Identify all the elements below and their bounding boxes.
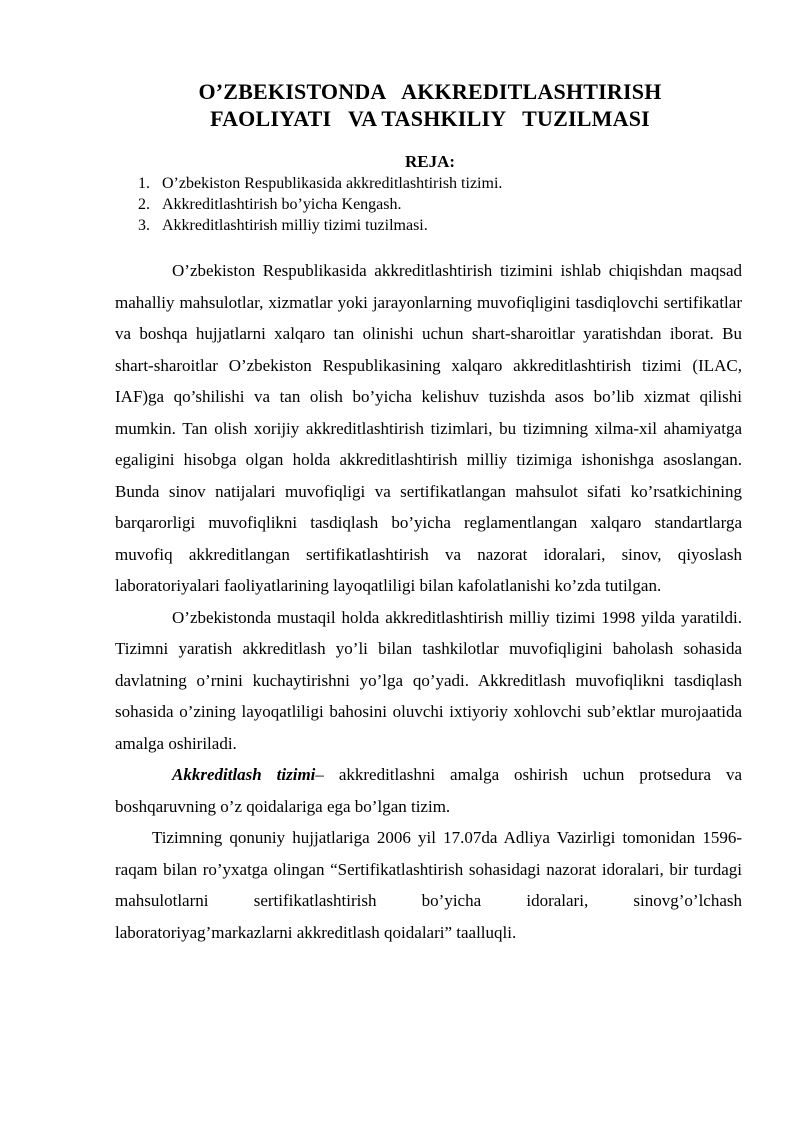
- paragraph-3: [115, 759, 742, 822]
- paragraph-4: Tizimning qonuniy hujjatlariga 2006 yil 17.07da Adliya Vazirligi tomonidan 1596-raqam bilan ro’yxatga olingan “Sertifikatlashtirish sohasidagi nazorat idoralari, bir turdagi mahsulotlarni sertifikatlashtirish bo’yicha idoralari, sinovg’o’lchash laboratoriyag’markazlarni akkreditlash qoidalari” taalluqli.: [115, 828, 742, 942]
- term-definition-heading: Akkreditlash tizimi: [172, 765, 316, 784]
- plan-list: [138, 173, 502, 236]
- plan-item-text: O’zbekiston Respublikasida akkreditlashtirish tizimi.: [162, 175, 503, 192]
- document-title: [110, 78, 750, 132]
- paragraph-2: O’zbekistonda mustaqil holda akkreditlashtirish milliy tizimi 1998 yilda yaratildi. Tizimni yaratish akkreditlash yo’li bilan tashkilotlar muvofiqligini baholash sohasida davlatning o’rnini kuchaytirishni yo’lga qo’yadi. Akkreditlash muvofiqlikni tasdiqlash sohasida o’zining layoqatliligi bahosini oluvchi ixtiyoriy xohlovchi sub’ektlar murojaatida amalga oshiriladi.: [115, 607, 742, 753]
- plan-item-text: Akkreditlashtirish milliy tizimi tuzilmasi.: [162, 217, 428, 234]
- title-line-1: O’ZBEKISTONDA AKKREDITLASHTIRISH: [198, 79, 662, 104]
- term-definition-text: – akkreditlashni amalga oshirish uchun protsedura va boshqaruvning o’z qoidalariga ega bo’lgan tizim.: [115, 765, 742, 816]
- plan-item-number: 1.: [138, 175, 150, 192]
- plan-item-number: 2.: [138, 196, 150, 213]
- plan-item-text: Akkreditlashtirish bo’yicha Kengash.: [162, 196, 402, 213]
- paragraph-1: O’zbekiston Respublikasida akkreditlashtirish tizimini ishlab chiqishdan maqsad mahalliy mahsulotlar, xizmatlar yoki jarayonlarning muvofiqligini tasdiqlovchi sertifikatlar va boshqa hujjatlarni xalqaro tan olinishi uchun shart-sharoitlar yaratishdan iborat. Bu shart-sharoitlar O’zbekiston Respublikasining xalqaro akkreditlashtirish tizimi (ILAC, IAF)ga qo’shilishi va tan olish bo’yicha kelishuv tuzishda asos bo’lib xizmat qilishi mumkin. Tan olish xorijiy akkreditlashtirish tizimlari, bu tizimning xilma-xil ahamiyatga egaligini hisobga olgan holda akkreditlashtirish milliy tizimiga ishonishga asoslangan. Bunda sinov natijalari muvofiqligi va sertifikatlangan mahsulot sifati ko’rsatkichining barqarorligi muvofiqlikni tasdiqlash bo’yicha reglamentlangan xalqaro standartlarga muvofiq akkreditlangan sertifikatlashtirish va nazorat idoralari, sinov, qiyoslash laboratoriyalari faoliyatlarining layoqatliligi bilan kafolatlanishi ko’zda tutilgan.: [115, 261, 742, 595]
- title-line-2: FAOLIYATI VA TASHKILIY TUZILMASI: [210, 106, 650, 131]
- plan-item: [138, 194, 502, 215]
- document-body: [115, 255, 742, 948]
- plan-item: [138, 173, 502, 194]
- plan-item: [138, 215, 502, 236]
- plan-item-number: 3.: [138, 217, 150, 234]
- plan-heading: REJA:: [404, 152, 456, 171]
